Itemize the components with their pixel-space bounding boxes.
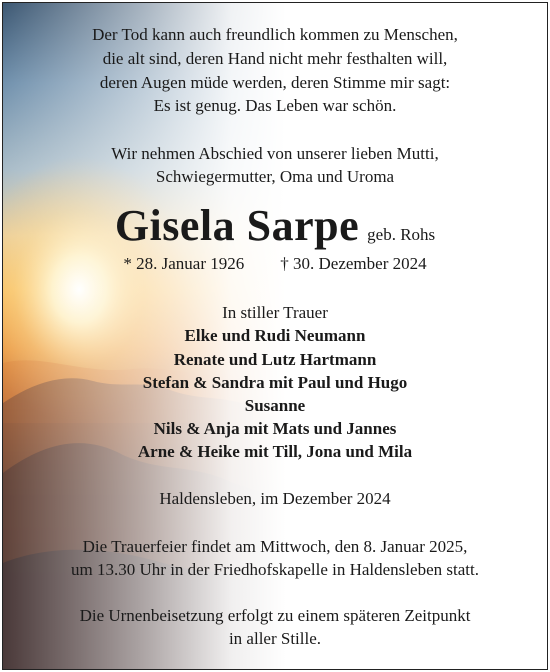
- obituary-card: [2, 2, 548, 670]
- mourner-line: Arne & Heike mit Till, Jona und Mila: [137, 442, 413, 461]
- mourner-line: Renate und Lutz Hartmann: [173, 350, 377, 369]
- death-date: † 30. Dezember 2024: [280, 254, 427, 273]
- obituary-text: [3, 3, 547, 669]
- funeral-line: Die Trauerfeier findet am Mittwoch, den 8. Januar 2025,: [82, 537, 468, 556]
- poem-line: deren Augen müde werden, deren Stimme mir sagt:: [99, 73, 451, 92]
- mourner-line: Elke und Rudi Neumann: [184, 326, 366, 345]
- mourner-line: Susanne: [244, 396, 306, 415]
- mourning-intro: In stiller Trauer: [222, 303, 328, 322]
- mourner-line: Stefan & Sandra mit Paul und Hugo: [142, 373, 408, 392]
- mourner-line: Nils & Anja mit Mats und Jannes: [153, 419, 397, 438]
- farewell-line: Schwiegermutter, Oma und Uroma: [155, 167, 395, 186]
- urn-line: in aller Stille.: [228, 629, 322, 648]
- funeral-line: um 13.30 Uhr in der Friedhofskapelle in Haldensleben statt.: [71, 560, 479, 579]
- birth-date: * 28. Januar 1926: [123, 254, 245, 273]
- maiden-name: geb. Rohs: [367, 225, 436, 244]
- poem-line: die alt sind, deren Hand nicht mehr festhalten will,: [102, 49, 448, 68]
- place-date: Haldensleben, im Dezember 2024: [159, 489, 391, 508]
- farewell-line: Wir nehmen Abschied von unserer lieben Mutti,: [111, 144, 439, 163]
- life-dates: [3, 254, 547, 274]
- deceased-name: Gisela Sarpe: [114, 201, 360, 250]
- poem-line: Es ist genug. Das Leben war schön.: [153, 96, 397, 115]
- poem-line: Der Tod kann auch freundlich kommen zu Menschen,: [92, 25, 458, 44]
- urn-line: Die Urnenbeisetzung erfolgt zu einem späteren Zeitpunkt: [79, 606, 471, 625]
